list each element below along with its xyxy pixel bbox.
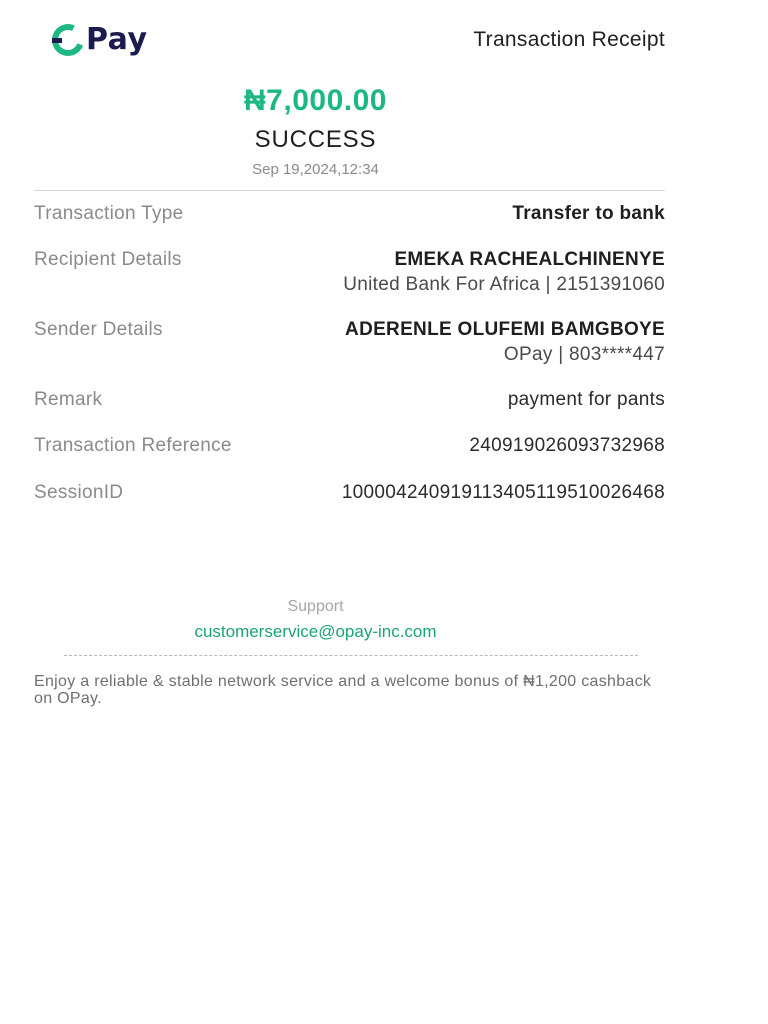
transaction-status: SUCCESS bbox=[254, 126, 377, 153]
row-sender-details bbox=[34, 319, 665, 366]
transaction-amount: ₦7,000.00 bbox=[244, 84, 387, 117]
recipient-account: United Bank For Africa | 2151391060 bbox=[343, 274, 665, 295]
receipt-title: Transaction Receipt bbox=[473, 28, 665, 51]
session-id-value: 100004240919113405119510026468 bbox=[341, 482, 665, 503]
support-email-link[interactable]: customerservice@opay-inc.com bbox=[194, 622, 437, 641]
opay-logo bbox=[50, 22, 148, 58]
divider bbox=[34, 190, 665, 191]
transaction-type-value: Transfer to bank bbox=[512, 203, 665, 224]
recipient-name: EMEKA RACHEALCHINENYE bbox=[394, 249, 665, 270]
remark-value: payment for pants bbox=[507, 389, 665, 410]
transaction-type-label: Transaction Type bbox=[34, 203, 184, 224]
sender-details-label: Sender Details bbox=[34, 319, 163, 340]
transaction-receipt bbox=[34, 0, 665, 707]
row-remark bbox=[34, 389, 665, 411]
transaction-reference-value: 240919026093732968 bbox=[469, 435, 665, 456]
recipient-details-label: Recipient Details bbox=[34, 249, 182, 270]
row-transaction-type bbox=[34, 203, 665, 225]
logo-text: Pay bbox=[86, 22, 148, 57]
dashed-divider bbox=[64, 655, 638, 656]
remark-label: Remark bbox=[34, 389, 103, 410]
sender-details-value bbox=[345, 319, 665, 366]
recipient-details-value bbox=[343, 249, 665, 296]
row-transaction-reference bbox=[34, 435, 665, 457]
row-session-id bbox=[34, 482, 665, 504]
row-recipient-details bbox=[34, 249, 665, 296]
footer-note: Enjoy a reliable & stable network service and a welcome bonus of ₦1,200 cashback on OPay. bbox=[34, 673, 652, 707]
sender-name: ADERENLE OLUFEMI BAMGBOYE bbox=[345, 319, 665, 340]
opay-logo-icon bbox=[50, 22, 86, 58]
transaction-datetime: Sep 19,2024,12:34 bbox=[252, 161, 379, 178]
transaction-reference-label: Transaction Reference bbox=[34, 435, 232, 456]
transaction-type-value-wrap bbox=[512, 203, 665, 225]
session-id-label: SessionID bbox=[34, 482, 124, 503]
receipt-header bbox=[34, 0, 665, 80]
support-label: Support bbox=[287, 598, 344, 615]
sender-account: OPay | 803****447 bbox=[503, 344, 665, 365]
